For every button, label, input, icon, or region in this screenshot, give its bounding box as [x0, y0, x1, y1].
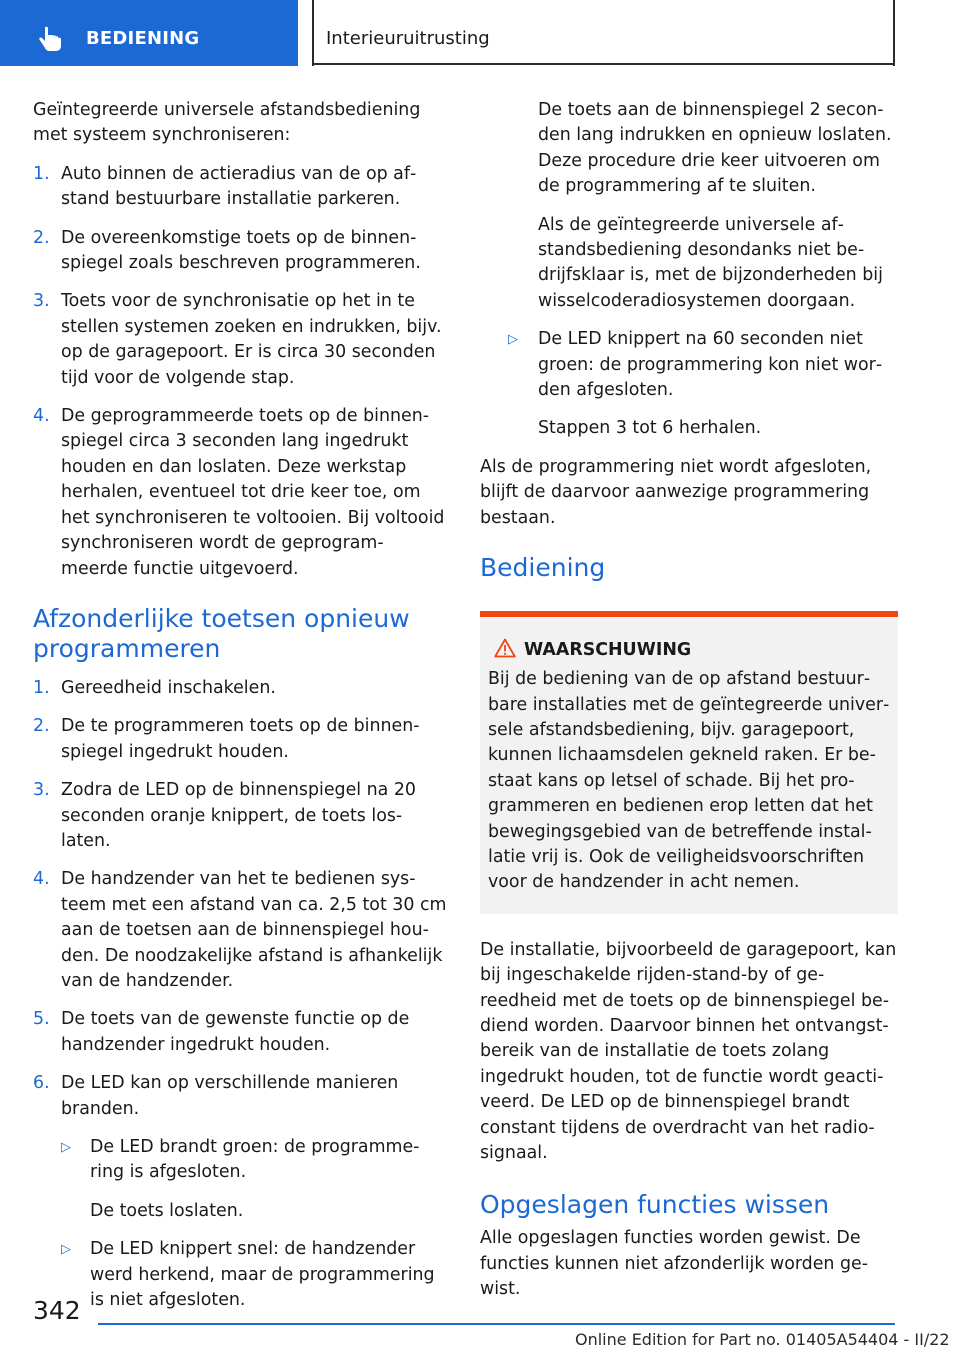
page-header: [0, 0, 960, 66]
step-number: 4.: [33, 869, 50, 890]
led-60-action: Stappen 3 tot 6 herhalen.: [538, 418, 762, 439]
step-number: 5.: [33, 1009, 50, 1030]
led-60-text: De LED knippert na 60 seconden niet groen: de programmering kon niet wor‐ den afgesloten.: [538, 329, 883, 401]
step-number: 6.: [33, 1073, 50, 1094]
led-green-action: De toets loslaten.: [90, 1200, 244, 1221]
warning-box: [480, 611, 898, 914]
step-text: Zodra de LED op de binnenspiegel na 20 seconden oranje knippert, de toets los‐ laten.: [61, 780, 416, 851]
led-fast-item: [61, 1237, 449, 1313]
right-column: [480, 98, 898, 1316]
reprogram-heading: Afzonderlijke toetsen opnieuw programmeren: [33, 603, 410, 663]
operation-heading: Bediening: [480, 553, 606, 583]
step-number: 2.: [33, 227, 50, 248]
footer-rule: [98, 1323, 895, 1325]
chapter-title: Interieuruitrusting: [326, 28, 490, 49]
reprogram-steps-list: [33, 676, 449, 1314]
delete-heading: Opgeslagen functies wissen: [480, 1190, 830, 1220]
step-number: 1.: [33, 163, 50, 184]
step-text: De geprogrammeerde toets op de binnen‐ spiegel circa 3 seconden lang ingedrukt houden en dan loslaten. Deze werkstap herhalen, eventueel tot drie keer toe, om het synchroniseren te voltooien. Bij voltooid synchroniseren wordt de geprogram‐ meerde functie uitgevoerd.: [61, 406, 445, 579]
step-text: De te programmeren toets op de binnen‐ spiegel ingedrukt houden.: [61, 716, 420, 762]
triangle-bullet-icon: ▷: [61, 1242, 71, 1258]
warning-title: [488, 637, 890, 663]
sync-steps-list: [33, 162, 449, 582]
header-underline: [312, 63, 895, 65]
led-green-text: De LED brandt groen: de programme‐ ring is afgesloten.: [90, 1137, 420, 1183]
list-item: [33, 1071, 449, 1313]
header-divider: [312, 0, 314, 66]
step-number: 2.: [33, 716, 50, 737]
step-number: 4.: [33, 406, 50, 427]
list-item: [33, 289, 449, 391]
step-text: Auto binnen de actieradius van de op af‐ stand bestuurbare installatie parkeren.: [61, 163, 417, 210]
warning-triangle-icon: [494, 638, 516, 658]
step-number: 3.: [33, 780, 50, 801]
page-number: 342: [33, 1296, 81, 1325]
step-number: 3.: [33, 291, 50, 312]
list-item: [33, 676, 449, 701]
step-text: De handzender van het te bedienen sys‐ teem met een afstand van ca. 2,5 tot 30 cm aan de toetsen aan de binnenspiegel hou‐ den. De noodzakelijke afstand is afhankelijk van de handzender.: [61, 869, 447, 991]
led-fast-action: De toets aan de binnenspiegel 2 secon‐ den lang indrukken en opnieuw loslaten. Deze procedure drie keer uitvoeren om de programmering af te sluiten.: [538, 100, 892, 197]
warning-body: Bij de bediening van de op afstand bestuur‐ bare installaties met de geïntegreerde univer‐ sele afstandsbediening, bijv. garagepoort, kunnen lichaamsdelen gekneld raken. Er be‐ staat kans op letsel of schade. Bij het pro‐ grammeren en bedienen erop letten dat het bewegingsgebied van de betreffende instal‐ latie vrij is. Ook de veiligheidsvoorschriften voor de handzender in acht nemen.: [488, 669, 890, 893]
led-green-item: [61, 1135, 449, 1186]
list-item: [33, 226, 449, 277]
step-text: De overeenkomstige toets op de binnen‐ spiegel zoals beschreven programmeren.: [61, 227, 421, 274]
header-divider: [893, 0, 895, 66]
list-item: [33, 778, 449, 854]
list-item: [33, 1007, 449, 1058]
sync-intro: Geïntegreerde universele afstandsbediening met systeem synchroniseren:: [33, 100, 421, 146]
section-label: BEDIENING: [86, 28, 200, 49]
section-tab: [0, 0, 298, 66]
step-text: Gereedheid inschakelen.: [61, 677, 276, 698]
list-item: [33, 162, 449, 213]
step-text: De toets van de gewenste functie op de handzender ingedrukt houden.: [61, 1009, 410, 1055]
step-text: Toets voor de synchronisatie op het in te stellen systemen zoeken en indrukken, bijv. op de garagepoort. Er is circa 30 seconden tijd voor de volgende stap.: [61, 291, 442, 388]
triangle-bullet-icon: ▷: [61, 1140, 71, 1155]
hand-pointer-icon: [36, 26, 66, 54]
list-item: [33, 404, 449, 582]
operation-text: De installatie, bijvoorbeeld de garagepoort, kan bij ingeschakelde rijden-stand-by of ge‐ reedheid met de toets op de binnenspiegel be‐ diend worden. Daarvoor binnen het ontvangst‐ bereik van de installatie de toets zolang ingedrukt houden, tot de functie wordt geacti‐ veerd. De LED op de binnenspiegel brandt constant tijdens de overdracht van het radio‐ signaal.: [480, 939, 897, 1163]
led-fast-note: Als de geïntegreerde universele af‐ standsbediening desondanks niet be‐ drijfsklaar is, met de bijzonderheden bij wisselcoderadiosystemen doorgaan.: [538, 214, 883, 311]
led-60-item: [480, 327, 898, 403]
triangle-bullet-icon: ▷: [508, 332, 518, 348]
delete-text: Alle opgeslagen functies worden gewist. De functies kunnen niet afzonderlijk worden ge‐ wist.: [480, 1228, 868, 1300]
left-column: [33, 98, 449, 1326]
step-text: De LED kan op verschillende manieren branden.: [61, 1073, 399, 1119]
list-item: [33, 867, 449, 994]
list-item: [33, 714, 449, 765]
not-closed-text: Als de programmering niet wordt afgesloten, blijft de daarvoor aanwezige programmering bestaan.: [480, 456, 872, 528]
led-fast-text: De LED knippert snel: de handzender werd herkend, maar de programmering is niet afgesloten.: [90, 1239, 435, 1311]
warning-title-text: WAARSCHUWING: [524, 640, 692, 661]
edition-text: Online Edition for Part no. 01405A54404 - II/22: [575, 1330, 950, 1349]
step-number: 1.: [33, 677, 50, 698]
